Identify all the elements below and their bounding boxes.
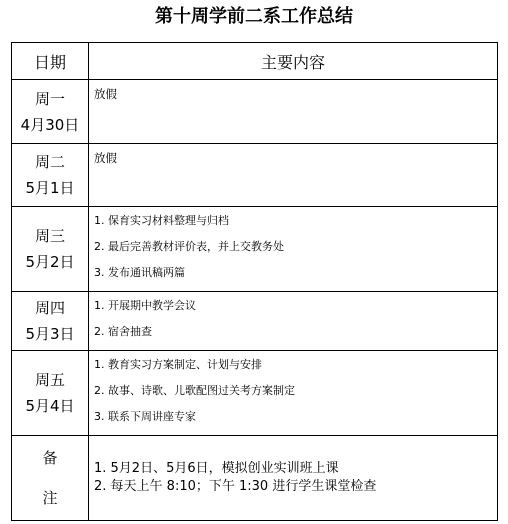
- date-cell: [12, 80, 89, 144]
- content-item: 3. 联系下周讲座专家: [94, 410, 196, 423]
- content-item: 放假: [94, 151, 117, 165]
- date-label: 4月30日: [20, 115, 80, 134]
- date-label: 5月4日: [25, 397, 75, 415]
- date-label: 5月1日: [25, 179, 75, 197]
- remarks-label-bottom: 注: [42, 489, 58, 507]
- table-header-row: [12, 43, 498, 80]
- content-cell: [89, 80, 498, 144]
- weekday-label: 周四: [34, 299, 65, 317]
- date-cell: [12, 292, 89, 351]
- date-column-header: 日期: [12, 43, 89, 80]
- content-item: 2. 故事、诗歌、儿歌配图过关考方案制定: [94, 384, 295, 397]
- weekday-label: 周三: [34, 227, 65, 245]
- date-cell: [12, 207, 89, 292]
- remarks-label-top: 备: [42, 449, 58, 467]
- table-row: [12, 144, 498, 207]
- remarks-content-cell: [89, 436, 498, 521]
- work-summary-table: [11, 42, 498, 521]
- content-item: 3. 发布通讯稿两篇: [94, 266, 185, 279]
- weekday-label: 周一: [34, 89, 65, 108]
- content-cell: [89, 292, 498, 351]
- content-item: 放假: [94, 87, 117, 101]
- content-column-header: 主要内容: [89, 43, 498, 80]
- content-cell: [89, 144, 498, 207]
- remark-item: 2. 每天上午 8:10；下午 1:30 进行学生课堂检查: [94, 479, 377, 494]
- content-cell: [89, 351, 498, 436]
- remark-item: 1. 5月2日、5月6日，模拟创业实训班上课: [94, 461, 339, 476]
- table-row: [12, 80, 498, 144]
- remarks-label-cell: [12, 436, 89, 521]
- content-item: 1. 开展期中教学会议: [94, 299, 196, 312]
- date-label: 5月3日: [25, 325, 75, 343]
- remarks-row: [12, 436, 498, 521]
- table-row: [12, 207, 498, 292]
- content-item: 1. 保育实习材料整理与归档: [94, 214, 229, 227]
- page-title: 第十周学前二系工作总结: [155, 6, 353, 27]
- content-item: 2. 宿舍抽查: [94, 325, 152, 338]
- date-cell: [12, 144, 89, 207]
- table-row: [12, 292, 498, 351]
- date-label: 5月2日: [25, 253, 75, 271]
- content-item: 1. 教育实习方案制定、计划与安排: [94, 358, 262, 371]
- table-row: [12, 351, 498, 436]
- weekday-label: 周二: [34, 153, 65, 171]
- content-cell: [89, 207, 498, 292]
- date-cell: [12, 351, 89, 436]
- weekday-label: 周五: [34, 371, 65, 389]
- content-item: 2. 最后完善教材评价表，并上交教务处: [94, 240, 284, 253]
